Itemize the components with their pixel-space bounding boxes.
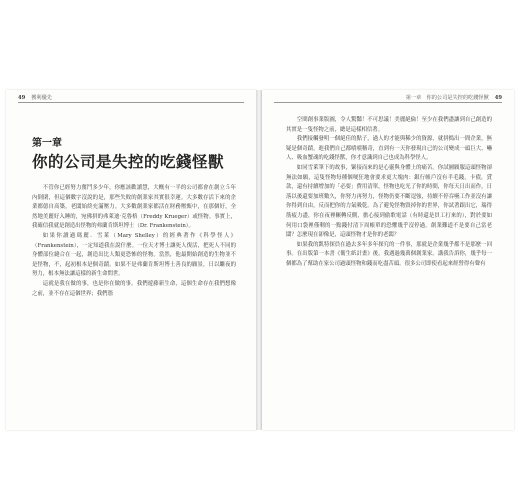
right-header-rule bbox=[274, 102, 502, 103]
left-page-number: 49 bbox=[18, 94, 26, 101]
right-body-text bbox=[286, 116, 492, 270]
left-page bbox=[6, 90, 256, 430]
left-page-header bbox=[18, 94, 52, 101]
right-page-header bbox=[406, 94, 502, 101]
chapter-title: 你的公司是失控的吃錢怪獸 bbox=[32, 153, 225, 171]
right-page bbox=[262, 90, 514, 430]
right-page-number: 49 bbox=[494, 94, 502, 101]
paragraph: 空間創事業版圖，令人驚豔！不可思議！美麗絕倫！至少在我們盡讓到自己創造的其實是一隻怪物之前，總是這樣相信著。 bbox=[286, 117, 492, 133]
paragraph: 如果你讀過瑪麗．雪萊（Mary Shelley）的經典著作《科學怪人》（Frankenstein），一定知道我在說什麼。一位天才博士讓死人復活，把死人不同的身體部位縫合在一起，創造出比人類更恐怖的怪物。當然，他最開始創造的生物並不是怪物，不，起初根本是個奇蹟。如果不是弗蘭肯斯坦博士善良的願景，日以繼夜的努力，根本無法讓這樣的新生命問世。 bbox=[32, 232, 236, 278]
left-body-text bbox=[32, 184, 236, 299]
paragraph: 如同雪萊筆下的故事，緊接而來的是心靈與身體上的痛苦。你試圖願服這頭怪物卻無法如願，這隻怪物每種個哽狂地會要求更大塊肉：銀行帳戶沒有半毛錢，卡債，貸款，還有持續增加的「必要」費用清單，怪物也吃光了你的時間，你每天日出而作，日落以後還要加班數久，你努力再努力，怪物仍要不斷逞強，持續不停吞嚥工作並沒有讓你得到自由，反而把你的力氣吸乾。為了避免怪物毀掉你的世界，你試著跟出它，瑞得筋疲力盡，你在夜裡輾轉反側，擔心接到偷歌電話（有時還是員工打來的），對於要如何用口袋裡僅剩的一點錢付清下周帳單的恐懼幾乎沒停過。創業難道不是要自己當老闆？怎麼現在卻像是，這頭怪物才是你的老闆？ bbox=[286, 164, 492, 239]
left-header-rule bbox=[18, 102, 244, 103]
chapter-label: 第一章 bbox=[32, 138, 62, 149]
paragraph: 這就是我在做的事，也是你在做的事。我們遊藤新生命，這個生命存在我們想像之前，並不存在這個世界；我們憑 bbox=[32, 280, 236, 297]
paragraph: 如果我的凱特探員在過去多年多年探究的一件事，那就是企業幾乎都不是那麼一回事。在出版第一本書《衛生紙計畫》後，我遇過幾萬個創業家。講我告訴你，幾乎每一個都為了幫助在家公司過頭怪物和錢而吃盡苦頭。很多公司即使看起來經營得有聲有 bbox=[286, 241, 492, 267]
paragraph: 我們接觸發明一個絕佳的點子，過人的才能與稀少的資源，就拼搗出一間企業，無疑是個奇蹟，進我們自己都嘖嘖稱奇，直到有一天你發現自己的公司變成一頭巨大、嚇人、吸血蟹魂的吃錢怪獸，你才意識到自己也成為科學怪人。 bbox=[286, 136, 492, 162]
left-running-head: 獲利優先 bbox=[31, 95, 52, 101]
paragraph: 不管你已經努力奮鬥多少年，你應該歡讀慧，大概有一半的公司都會在創立５年內倒閉，但這個數字沒說的是，那些失敗的創業家其實很幸運。大多數存活下來的企業都億自高築，老闆始終充滿壓力。大多數創業家都活在財務壓甄中，在那個好，全然地美麗好入睡的，宛佛拼的弗萊迪·克魯格（Freddy Krueger）或怪物。事實上，我確信我就是創造出怪物的弗蘭肯斯坦博士（Dr. Frankenstein）。 bbox=[32, 185, 236, 230]
right-running-head: 第一章 你的公司是失控的吃錢怪獸 bbox=[405, 95, 489, 101]
